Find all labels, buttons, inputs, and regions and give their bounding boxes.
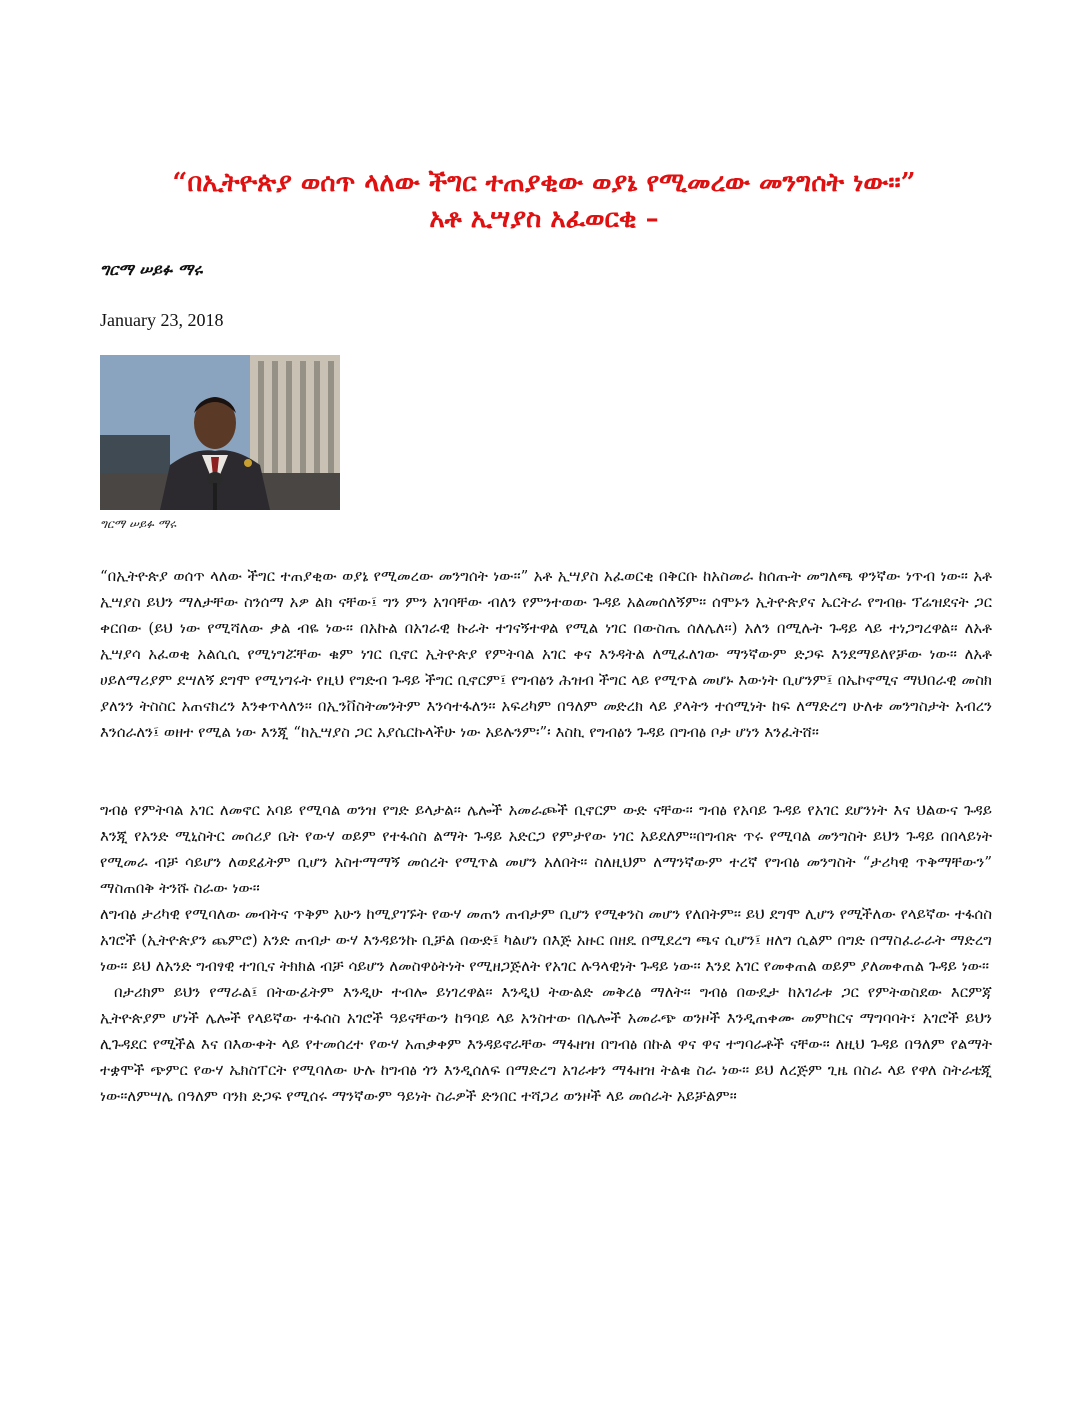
photo-lapel-pin — [244, 459, 252, 467]
article-title — [100, 165, 988, 237]
paragraph-2: ግብፅ የምትባል አገር ለመኖር አባይ የሚባል ወንዝ የግድ ይላታል፡፡ ሌሎች አመራጮች ቢኖርም ውድ ናቸው፡፡ ግብፅ የአባይ ጉዳይ የአገር ደሆንነት እና ህልውና ጉዳይ እንጂ የአንድ ሚኒስትር መሰሪያ ቤት የውሃ ወይም የተፋሰስ ልማት ጉዳይ አድርጋ የምታየው ነገር አይደለም፡፡በግብጽ ጥሩ የሚባል መንግስት ይህን ጉዳይ በበላይነት የሚመራ ብቻ ሳይሆን ለወደፊትም ቢሆን አስተማማኝ መሰረት የሚጥል መሆን አለበት፡፡ ስለዚህም ለማንኛውም ተረኛ የግብፅ መንግስት “ታሪካዊ ጥቅማቸውን” ማስጠበቅ ትንሹ ስራው ነው፡፡ — [100, 801, 992, 897]
article-title-line-1: “በኢትዮጵያ ወሰጥ ላለው ችግር ተጠያቂው ወያኔ የሚመረው መንግሰት ነው፡፡” — [172, 168, 916, 198]
publish-date: January 23, 2018 — [100, 310, 224, 330]
paragraph-3: ለግብፅ ታሪካዊ የሚባለው መብትና ጥቅም አሁን ከሚያገኙት የውሃ መጠን ጠብታም ቢሆን የሚቀንስ መሆን የለበትም፡፡ ይህ ደግሞ ሊሆን የሚችለው የላይኛው ተፋሰስ አገሮች (ኢትዮጵያን ጨምሮ) አንድ ጠብታ ውሃ እንዳይንኩ ቢቻል በውድ፤ ካልሆነ በእጅ አዙር በዘዴ በሚደረግ ጫና ሲሆን፤ ዘለግ ሲልም በግድ በማስፈራራት ማድረግ ነው፡፡ ይህ ለአንድ ግብፃዊ ተገቢና ትክክል ብቻ ሳይሆን ለመስዋዕትነት የሚዘጋጅለት የአገር ሉዓላዊነት ጉዳይ ነው፡፡ እንደ አገር የመቀጠል ወይም ያለመቀጠል ጉዳይ ነው፡፡ — [100, 905, 992, 975]
photo-caption: ግርማ ሠይፉ ማሩ — [100, 517, 176, 531]
author-photo — [100, 355, 340, 510]
paragraph-4: በታሪክም ይህን የማራል፤ በትውፊትም እንዲሁ ተብሎ ይነገረዋል፡፡ እንዲህ ትውልድ መቅረፅ ማለት፡፡ ግብፅ በውዴታ ከአገራቱ ጋር የምትወስደው እርምጃ ኢትዮጵያም ሆነች ሌሎች የላይኛው ተፋሰስ አገሮች ዓይናቸውን ከዓባይ ላይ አንስተው በሌሎች አመራጭ ወንዞች እንዲጠቀሙ መምከርና ማግባባት፣ አገሮች ይህን ሊጉዳደር የሚችል እና በእውቀት ላይ የተመሰረተ የውሃ አጠቃቀም እንዳይኖራቸው ማፋዘዝ በግብፅ በኩል ዋና ዋና ተግባራቶች ናቸው፡፡ ለዚህ ጉዳይ በዓለም የልማት ተቋሞች ጭምር የውሃ ኤክስፐርት የሚባለው ሁሉ ከግብፅ ጎን እንዲሰለፍ በማድረግ አገራቱን ማፋዘዝ ትልቁ ስራ ነው፡፡ ይህ ለረጅም ጊዜ በስራ ላይ የዋለ ስትራቴጂ ነው፡፡ለምሣሌ በዓለም ባንክ ድጋፍ የሚሰሩ ማንኛውም ዓይነት ስራዎች ድንበር ተሻጋሪ ወንዞች ላይ መሰራት አይቻልም፡፡ — [100, 983, 992, 1105]
paragraph-1: “በኢትዮጵያ ወሰጥ ላለው ችግር ተጠያቂው ወያኔ የሚመረው መንግሰት ነው፡፡” አቶ ኢሣያስ አፈወርቂ በቅርቡ ከአስመራ ከሰጡት መግለጫ ዋንኛው ነጥብ ነው፡፡ አቶ ኢሣያስ ይህን ማለታቸው ስንሰማ አዎ ልክ ናቸው፤ ግን ምን አገባቸው ብለን የምንተወው ጉዳይ አልመሰለኝም፡፡ ሰሞኑን ኢትዮጵያና ኤርትራ የግብፁ ፕሬዝደናት ጋር ቀርበው (ይህ ነው የሚሻለው ቃል ብዬ ነው፡፡ በአኩል በአገራዊ ኩራት ተገናኝተዋል የሚል ነገር በውስጤ ሰለሌለ፡፡) አለን በሚሉት ጉዳይ ላይ ተነጋግረዋል፡፡ ለአቶ ኢሣያሳ አፈወቂ አልሲሲ የሚነግሯቸው ቁም ነገር ቢኖር ኢትዮጵያ የምትባል አገር ቀና እንዳትል ለሚፈለገው ማንኛውም ድጋፍ እንደማይለየቻው ነው፡፡ ለአቶ ሀይለማሪያም ደሣለኝ ደግሞ የሚነግሩት የዚህ የግድብ ጉዳይ ችግር ቢኖርም፤ የግብፅን ሕዝብ ችግር ላይ የሚጥል መሆኑ እውነት ቢሆንም፤ በኤኮኖሚና ማህበራዊ መስክ ያለንን ትስስር አጠናክረን እንቀጥላለን፡፡ በኢንቨስትመንትም እንሳተፋለን፡፡ አፍሪካም በዓለም መድረክ ላይ ያላትን ተሰሚነት ከፍ ለማድረግ ሁለቱ መንግስታት አብረን እንሰራለን፤ ወዘተ የሚል ነው እንጂ “ከኢሣያስ ጋር አያሴርኩላችሁ ነው አይሉንም፡”፡ እስኪ የግብፅን ጉዳይ በግብፅ ቦታ ሆነን እንፈትሸ፡፡ — [100, 567, 992, 741]
portrait-illustration — [100, 355, 340, 510]
author-byline: ግርማ ሠይፉ ማሩ — [100, 260, 203, 279]
photo-mic-stand — [213, 483, 217, 510]
article-title-line-2: አቶ ኢሣያስ አፈወርቂ – — [429, 204, 659, 234]
article-body — [100, 563, 992, 1109]
